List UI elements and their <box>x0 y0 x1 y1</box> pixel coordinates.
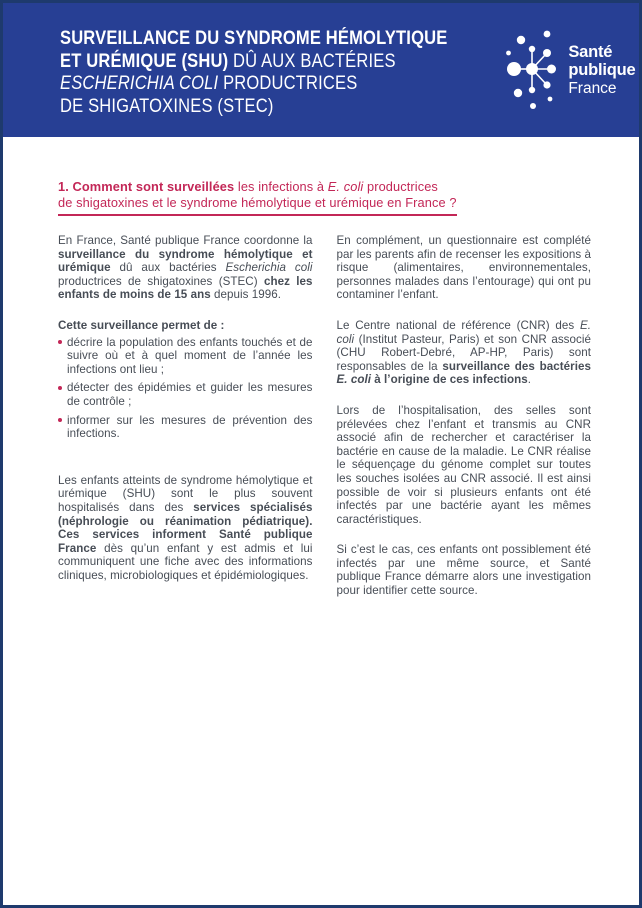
logo-line-publique: publique <box>568 61 636 79</box>
paragraph <box>337 404 592 526</box>
text-run: En France, Santé publique France coordonne la <box>58 234 313 247</box>
text-run: DÛ AUX BACTÉRIES <box>233 50 396 72</box>
text-run: 1. Comment sont surveillées <box>58 179 235 194</box>
text-line <box>60 28 447 51</box>
lead-paragraph <box>58 319 313 333</box>
two-column-layout <box>58 234 591 615</box>
text-run: E. coli <box>336 318 591 346</box>
text-run: E. coli <box>327 179 364 194</box>
text-run: Cette surveillance permet de : <box>58 318 225 332</box>
text-run: Escherichia coli <box>225 261 313 275</box>
bullet-item <box>58 414 313 441</box>
logo-line-sante: Santé <box>568 43 613 61</box>
paragraph <box>337 543 592 597</box>
text-run: chez les enfants de moins de 15 ans <box>58 274 313 302</box>
section-heading <box>58 179 591 216</box>
text-run: ESCHERICHIA COLI <box>60 73 219 94</box>
text-run: productrices <box>363 179 438 194</box>
text-run: ET URÉMIQUE (SHU) <box>60 50 234 72</box>
text-line <box>58 179 591 195</box>
text-run: Lors de l’hospitalisation, des selles sont prélevées chez l’enfant et transmis au CNR associé afin de rechercher et caractériser la bactérie en cause de la maladie. Le CNR réalise le séquençage du génome complet sur toutes les souches isolées au CNR associé. Il est ainsi possible de voir si plusieurs enfants ont été infectés par une bactérie ayant les mêmes caractéristiques. <box>336 403 591 526</box>
header-band <box>3 3 639 137</box>
text-run: de shigatoxines et le syndrome hémolytique et urémique en France ? <box>58 195 457 210</box>
text-run: décrire la population des enfants touchés et de suivre où et à quel moment de l’année les infections ont lieu ; <box>67 335 313 376</box>
text-line <box>60 73 447 96</box>
text-run: informer sur les mesures de prévention des infections. <box>67 413 313 441</box>
text-run: services spécialisés (néphrologie ou réanimation pédiatrique). Ces services informent Santé publique France <box>58 500 313 555</box>
text-run: (Institut Pasteur, Paris) et son CNR associé (CHU Robert-Debré, AP-HP, Paris) sont responsables de la <box>336 332 591 373</box>
logo-line-france: France <box>568 80 617 97</box>
text-run: détecter des épidémies et guider les mesures de contrôle ; <box>67 381 313 408</box>
text-run: DE SHIGATOXINES (STEC) <box>60 95 274 117</box>
text-run: depuis 1996. <box>210 288 281 302</box>
text-run: productrices de shigatoxines (STEC) <box>58 274 264 288</box>
underlined-text <box>58 195 457 216</box>
right-column <box>337 234 592 615</box>
paragraph <box>58 474 313 583</box>
text-run: Si c’est le cas, ces enfants ont possiblement été infectés par une même source, et Santé publique France démarre alors une investigation pour identifier cette source. <box>336 543 591 598</box>
text-line <box>60 51 447 74</box>
document-title <box>60 28 447 118</box>
text-line <box>58 195 591 216</box>
left-column <box>58 234 313 615</box>
bullet-item <box>58 336 313 377</box>
bullet-item <box>58 381 313 408</box>
text-run: Les enfants atteints de syndrome hémolytique et urémique (SHU) sont le plus souvent hospitalisés dans des <box>58 473 313 514</box>
page-content <box>3 137 639 615</box>
text-run: dès qu’un enfant y est admis et lui communiquent une fiche avec des informations cliniques, microbiologiques et épidémiologiques. <box>58 541 313 582</box>
paragraph <box>337 234 592 302</box>
sante-publique-france-logo <box>505 27 635 118</box>
text-run: dû aux bactéries <box>110 261 226 275</box>
text-line <box>60 96 447 119</box>
text-run: Le Centre national de référence (CNR) des <box>336 318 580 332</box>
paragraph <box>337 319 592 387</box>
text-run: surveillance des bactéries <box>442 359 591 373</box>
text-run: les infections à <box>234 179 328 194</box>
text-run: à l’origine de ces infections <box>371 373 528 387</box>
text-run: SURVEILLANCE DU SYNDROME HÉMOLYTIQUE <box>60 28 448 49</box>
text-run: E. coli <box>336 373 371 387</box>
text-run: PRODUCTRICES <box>218 73 358 94</box>
text-run: . <box>527 373 532 387</box>
logo-wordmark <box>568 43 635 98</box>
bullet-list <box>58 336 313 441</box>
text-run: En complément, un questionnaire est complété par les parents afin de recenser les expositions à risque (alimentaires, environnementales, personnes malades dans l’entourage) qui ont pu contaminer l’enfant. <box>336 234 591 302</box>
text-run: surveillance du syndrome hémolytique et urémique <box>58 247 313 275</box>
paragraph <box>58 234 313 302</box>
dots-network-icon <box>505 27 561 118</box>
